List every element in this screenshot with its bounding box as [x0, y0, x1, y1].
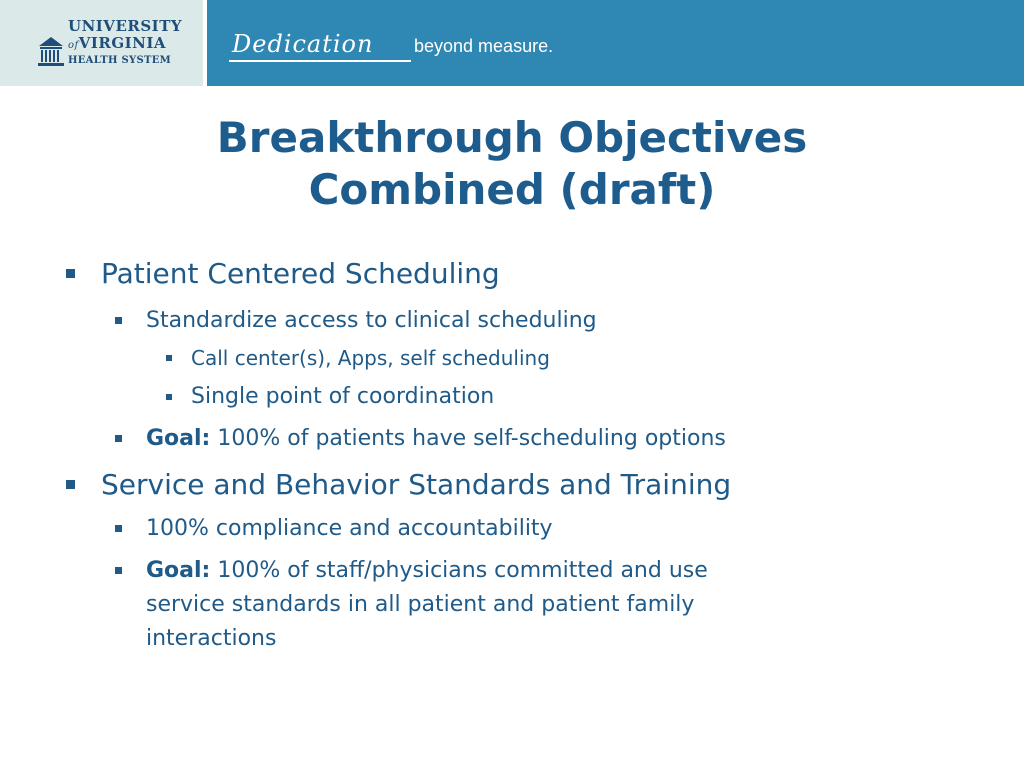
bullet-marker	[115, 435, 122, 442]
logo-wordmark	[68, 18, 182, 68]
goal-text-line1: 100% of staff/physicians committed and use	[210, 558, 708, 583]
slide-title	[0, 112, 1024, 216]
list-item-level3: Single point of coordination	[191, 384, 495, 409]
goal-text-line2: service standards in all patient and patient family	[146, 592, 695, 617]
tagline-dedication: Dedication	[232, 30, 374, 58]
slide-title-line1: Breakthrough Objectives	[216, 113, 808, 162]
goal-line1	[146, 554, 708, 588]
logo-line-university: UNIVERSITY	[68, 17, 183, 35]
bullet-marker	[166, 394, 172, 400]
bullet-marker	[115, 317, 122, 324]
logo-of: of	[68, 40, 79, 51]
list-item-goal	[146, 422, 726, 456]
list-item-level1: Service and Behavior Standards and Training	[101, 468, 732, 501]
bullet-marker	[115, 567, 122, 574]
rotunda-icon	[36, 34, 66, 68]
slide-header	[0, 0, 1024, 86]
tagline-beyond-measure: beyond measure.	[414, 36, 554, 56]
goal-text: 100% of patients have self-scheduling options	[210, 426, 726, 451]
list-item-level3: Call center(s), Apps, self scheduling	[191, 346, 550, 370]
logo-line-virginia	[68, 35, 182, 54]
university-logo	[0, 0, 203, 86]
list-item-goal	[146, 554, 708, 656]
bullet-marker	[115, 525, 122, 532]
bullet-marker	[166, 355, 172, 361]
tagline-banner	[205, 0, 1024, 86]
bullet-marker	[66, 480, 75, 489]
list-item-level2: Standardize access to clinical scheduling	[146, 308, 597, 333]
goal-text-line3: interactions	[146, 626, 277, 651]
goal-label: Goal:	[146, 426, 211, 451]
logo-line-health-system: HEALTH SYSTEM	[68, 55, 172, 66]
tagline-underline	[229, 60, 411, 62]
list-item-level2: 100% compliance and accountability	[146, 516, 553, 541]
goal-label: Goal:	[146, 558, 211, 583]
list-item-level1: Patient Centered Scheduling	[101, 257, 500, 290]
slide-title-line2: Combined (draft)	[308, 165, 716, 214]
bullet-marker	[66, 269, 75, 278]
logo-virginia-text: VIRGINIA	[78, 34, 167, 52]
